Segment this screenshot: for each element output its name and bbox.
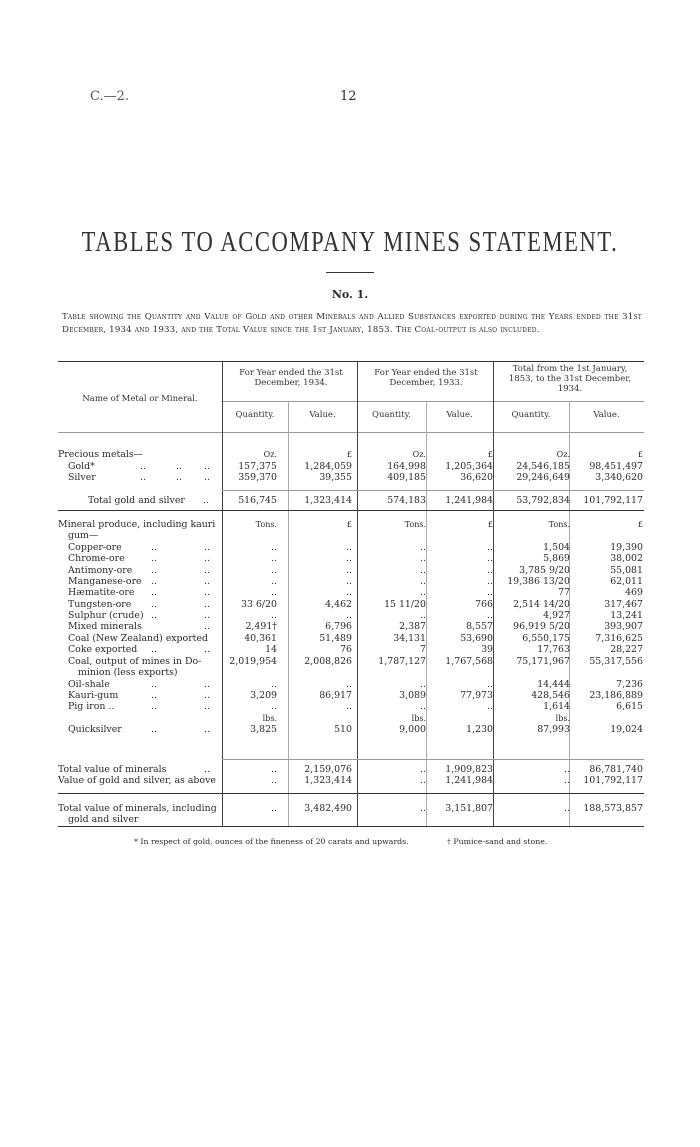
table-cell: 7,316,625 — [595, 633, 643, 644]
table-cell: .. — [564, 803, 570, 814]
table-cell: 55,081 — [610, 565, 643, 576]
table-cell: .. — [564, 764, 570, 775]
table-cell: 428,546 — [531, 690, 570, 701]
row-label: gum— — [68, 530, 99, 541]
title-rule — [326, 272, 374, 273]
table-row — [58, 656, 644, 667]
table-cell: 87,993 — [537, 724, 570, 735]
leader-dots: .. — [140, 461, 146, 472]
table-cell: 76 — [340, 644, 352, 655]
leader-dots: .. — [204, 553, 210, 564]
table-cell: Tons. — [255, 520, 277, 529]
row-label: Quicksilver — [68, 724, 122, 735]
row-label: Kauri-gum — [68, 690, 119, 701]
table-row — [58, 644, 644, 655]
table-cell: .. — [487, 576, 493, 587]
leader-dots: .. — [204, 472, 210, 483]
table-cell: 36,620 — [460, 472, 493, 483]
table-cell: .. — [420, 576, 426, 587]
column-header-total: Total from the 1st January, 1853, to the 31st December, 1934. — [508, 364, 632, 394]
table-cell: 359,370 — [238, 472, 277, 483]
leader-dots: .. — [151, 553, 157, 564]
table-cell: 1,767,568 — [445, 656, 493, 667]
table-cell: .. — [487, 679, 493, 690]
table-cell: 55,317,556 — [589, 656, 643, 667]
leader-dots: .. — [151, 701, 157, 712]
table-cell: 2,008,826 — [304, 656, 352, 667]
table-cell: .. — [487, 610, 493, 621]
table-cell: 516,745 — [238, 495, 277, 506]
row-label: Precious metals— — [58, 449, 144, 460]
table-number: No. 1. — [331, 288, 369, 301]
leader-dots: .. — [204, 610, 210, 621]
table-cell: .. — [420, 764, 426, 775]
table-row — [58, 576, 644, 587]
leader-dots: .. — [204, 690, 210, 701]
footnote-gold: * In respect of gold, ounces of the fineness of 20 carats and upwards. — [134, 837, 409, 846]
table-row — [58, 679, 644, 690]
table-row — [58, 701, 644, 712]
table-cell: 2,019,954 — [229, 656, 277, 667]
table-cell: 1,323,414 — [304, 495, 352, 506]
table-cell: 8,557 — [466, 621, 493, 632]
table-cell: 7 — [420, 644, 426, 655]
table-cell: 1,284,059 — [304, 461, 352, 472]
leader-dots: .. — [204, 542, 210, 553]
table-cell: Tons. — [404, 520, 426, 529]
table-cell: 28,227 — [610, 644, 643, 655]
column-header-value: Value. — [446, 410, 473, 420]
leader-dots: .. — [204, 701, 210, 712]
table-row — [58, 472, 644, 483]
table-cell: 6,615 — [616, 701, 643, 712]
table-cell: 39 — [481, 644, 493, 655]
table-cell: 2,491† — [245, 621, 277, 632]
row-label: Gold* — [68, 461, 95, 472]
table-cell: Tons. — [548, 520, 570, 529]
header-bottom-rule — [58, 432, 644, 433]
table-cell: 101,792,117 — [583, 775, 643, 786]
row-label: Total value of minerals, including — [58, 803, 217, 814]
table-cell: 62,011 — [610, 576, 643, 587]
subtotal-rule — [222, 759, 644, 760]
table-cell: .. — [271, 679, 277, 690]
row-label: minion (less exports) — [78, 667, 178, 678]
row-label: Silver — [68, 472, 96, 483]
table-cell: £ — [346, 450, 352, 459]
leader-dots: .. — [204, 764, 210, 775]
table-cell: 1,787,127 — [378, 656, 426, 667]
column-header-name: Name of Metal or Mineral. — [82, 394, 198, 404]
section-rule — [58, 793, 644, 794]
table-cell: .. — [271, 610, 277, 621]
row-label: Hæmatite-ore — [68, 587, 135, 598]
leader-dots: .. — [151, 610, 157, 621]
table-cell: 1,323,414 — [304, 775, 352, 786]
row-label: Sulphur (crude) — [68, 610, 144, 621]
table-cell: .. — [346, 679, 352, 690]
table-cell: 3,209 — [250, 690, 277, 701]
table-cell: 14,444 — [537, 679, 570, 690]
table-cell: .. — [346, 553, 352, 564]
leader-dots: .. — [151, 599, 157, 610]
table-cell: .. — [346, 701, 352, 712]
table-cell: 15 11/20 — [384, 599, 426, 610]
row-label: gold and silver — [68, 814, 139, 825]
table-cell: 77 — [558, 587, 570, 598]
table-cell: 98,451,497 — [589, 461, 643, 472]
table-cell: .. — [420, 679, 426, 690]
column-header-1933: For Year ended the 31st December, 1933. — [374, 368, 478, 388]
table-row — [58, 803, 644, 814]
table-cell: 510 — [334, 724, 352, 735]
table-row — [58, 587, 644, 598]
table-row — [58, 667, 644, 678]
table-cell: 1,909,823 — [445, 764, 493, 775]
table-cell: 19,386 13/20 — [507, 576, 570, 587]
table-cell: £ — [637, 450, 643, 459]
table-cell: 33 6/20 — [241, 599, 277, 610]
column-header-quantity: Quantity. — [235, 410, 275, 420]
table-cell: 3,482,490 — [304, 803, 352, 814]
table-cell: 86,917 — [319, 690, 352, 701]
table-cell: 7,236 — [616, 679, 643, 690]
table-cell: 39,355 — [319, 472, 352, 483]
table-cell: 188,573,857 — [583, 803, 643, 814]
table-cell: .. — [271, 764, 277, 775]
leader-dots: .. — [176, 461, 182, 472]
leader-dots: .. — [203, 495, 209, 506]
table-cell: 51,489 — [319, 633, 352, 644]
table-cell: £ — [487, 520, 493, 529]
table-row — [58, 495, 644, 506]
table-cell: .. — [346, 610, 352, 621]
row-label: Coal, output of mines in Do- — [68, 656, 202, 667]
table-row — [58, 724, 644, 735]
row-label: Coke exported — [68, 644, 138, 655]
table-cell: .. — [346, 565, 352, 576]
table-cell: 24,546,185 — [516, 461, 570, 472]
table-cell: 17,763 — [537, 644, 570, 655]
row-label: Chrome-ore — [68, 553, 125, 564]
table-cell: 29,246,649 — [516, 472, 570, 483]
row-label: Total value of minerals — [58, 764, 167, 775]
table-cell: 14 — [265, 644, 277, 655]
table-bottom-rule — [58, 826, 644, 827]
leader-dots: .. — [204, 679, 210, 690]
column-header-value: Value. — [593, 410, 620, 420]
table-cell: .. — [420, 542, 426, 553]
table-row — [58, 553, 644, 564]
row-label: Manganese-ore — [68, 576, 142, 587]
table-cell: .. — [564, 775, 570, 786]
leader-dots: .. — [176, 472, 182, 483]
table-row — [58, 599, 644, 610]
table-cell: .. — [420, 701, 426, 712]
table-row — [58, 565, 644, 576]
table-cell: lbs. — [262, 714, 277, 723]
leader-dots: .. — [151, 565, 157, 576]
leader-dots: .. — [204, 565, 210, 576]
table-cell: 1,230 — [466, 724, 493, 735]
table-cell: 409,185 — [387, 472, 426, 483]
table-cell: 53,690 — [460, 633, 493, 644]
footnote-pumice: † Pumice-sand and stone. — [447, 837, 548, 846]
row-label: Total gold and silver — [88, 495, 185, 506]
table-cell: 6,550,175 — [522, 633, 570, 644]
table-cell: .. — [420, 803, 426, 814]
row-label: Mineral produce, including kauri — [58, 519, 216, 530]
leader-dots: .. — [151, 587, 157, 598]
row-label: Mixed minerals — [68, 621, 142, 632]
table-cell: .. — [420, 587, 426, 598]
page-number: 12 — [340, 89, 357, 104]
leader-dots: .. — [204, 576, 210, 587]
table-cell: 3,825 — [250, 724, 277, 735]
table-cell: 4,462 — [325, 599, 352, 610]
table-cell: 1,241,984 — [445, 495, 493, 506]
table-cell: 3,089 — [399, 690, 426, 701]
table-cell: 469 — [625, 587, 643, 598]
table-cell: .. — [487, 701, 493, 712]
leader-dots: .. — [140, 472, 146, 483]
section-rule — [58, 510, 644, 511]
table-row — [58, 775, 644, 786]
table-cell: 75,171,967 — [516, 656, 570, 667]
table-cell: .. — [271, 565, 277, 576]
table-cell: 86,781,740 — [589, 764, 643, 775]
leader-dots: .. — [204, 461, 210, 472]
table-cell: 1,205,364 — [445, 461, 493, 472]
table-row — [58, 449, 644, 460]
table-cell: 317,467 — [604, 599, 643, 610]
table-cell: 77,973 — [460, 690, 493, 701]
row-label: Oil-shale — [68, 679, 110, 690]
table-cell: .. — [487, 565, 493, 576]
table-cell: .. — [271, 542, 277, 553]
table-cell: 53,792,834 — [516, 495, 570, 506]
table-cell: .. — [271, 587, 277, 598]
table-cell: 3,340,620 — [595, 472, 643, 483]
table-cell: 6,796 — [325, 621, 352, 632]
table-top-rule — [58, 361, 644, 362]
leader-dots: .. — [204, 724, 210, 735]
table-cell: Oz. — [556, 450, 570, 459]
table-cell: .. — [487, 587, 493, 598]
table-row — [58, 690, 644, 701]
table-row — [58, 633, 644, 644]
column-header-1934: For Year ended the 31st December, 1934. — [239, 368, 343, 388]
row-label: Value of gold and silver, as above — [58, 775, 216, 786]
leader-dots: .. — [151, 542, 157, 553]
table-cell: 19,024 — [610, 724, 643, 735]
table-cell: 5,869 — [543, 553, 570, 564]
leader-dots: .. — [204, 587, 210, 598]
table-cell: 96,919 5/20 — [513, 621, 570, 632]
column-header-quantity: Quantity. — [511, 410, 551, 420]
table-row — [58, 764, 644, 775]
table-row — [58, 621, 644, 632]
table-cell: 157,375 — [238, 461, 277, 472]
table-row — [58, 610, 644, 621]
table-cell: .. — [271, 701, 277, 712]
row-label: Copper-ore — [68, 542, 122, 553]
table-cell: 3,151,807 — [445, 803, 493, 814]
leader-dots: .. — [151, 679, 157, 690]
table-row — [58, 713, 644, 724]
table-row — [58, 530, 644, 541]
subtotal-rule — [222, 490, 644, 491]
table-cell: .. — [346, 587, 352, 598]
table-cell: lbs. — [411, 714, 426, 723]
table-cell: 766 — [475, 599, 493, 610]
table-cell: .. — [271, 775, 277, 786]
table-cell: .. — [420, 565, 426, 576]
table-row — [58, 814, 644, 825]
leader-dots: .. — [204, 599, 210, 610]
table-cell: lbs. — [555, 714, 570, 723]
table-cell: 4,927 — [543, 610, 570, 621]
table-cell: .. — [271, 553, 277, 564]
table-cell: £ — [637, 520, 643, 529]
table-cell: 23,186,889 — [589, 690, 643, 701]
table-cell: 1,241,984 — [445, 775, 493, 786]
row-label: Tungsten-ore — [68, 599, 132, 610]
table-cell: 40,361 — [244, 633, 277, 644]
leader-dots: .. — [151, 644, 157, 655]
table-cell: 574,183 — [387, 495, 426, 506]
table-cell: .. — [420, 553, 426, 564]
table-cell: 2,159,076 — [304, 764, 352, 775]
table-cell: .. — [271, 803, 277, 814]
table-cell: 38,002 — [610, 553, 643, 564]
table-cell: 393,907 — [604, 621, 643, 632]
table-cell: 3,785 9/20 — [519, 565, 570, 576]
table-cell: 13,241 — [610, 610, 643, 621]
table-cell: .. — [346, 542, 352, 553]
row-label: Coal (New Zealand) exported — [68, 633, 208, 644]
table-cell: .. — [487, 553, 493, 564]
table-cell: .. — [420, 775, 426, 786]
leader-dots: .. — [151, 576, 157, 587]
row-label: Antimony-ore — [68, 565, 133, 576]
table-caption: Table showing the Quantity and Value of Gold and other Minerals and Allied Substances exported during the Years ended the 31st December, 1934 and 1933, and the Total Value since the 1st January, 1853. The Coal-output is also included. — [62, 312, 642, 335]
table-cell: 1,504 — [543, 542, 570, 553]
table-cell: .. — [271, 576, 277, 587]
leader-dots: .. — [204, 621, 210, 632]
table-cell: 101,792,117 — [583, 495, 643, 506]
leader-dots: .. — [204, 644, 210, 655]
header-mid-rule — [222, 401, 644, 402]
table-cell: Oz. — [263, 450, 277, 459]
table-cell: 9,000 — [399, 724, 426, 735]
report-reference: C.—2. — [90, 89, 130, 104]
table-row — [58, 461, 644, 472]
leader-dots: .. — [151, 690, 157, 701]
table-row — [58, 519, 644, 530]
table-cell: Oz. — [412, 450, 426, 459]
table-cell: 2,387 — [399, 621, 426, 632]
table-cell: £ — [487, 450, 493, 459]
column-header-value: Value. — [309, 410, 336, 420]
table-cell: .. — [487, 542, 493, 553]
table-cell: .. — [420, 610, 426, 621]
table-cell: 19,390 — [610, 542, 643, 553]
table-cell: 34,131 — [393, 633, 426, 644]
table-row — [58, 542, 644, 553]
row-label: Pig iron .. — [68, 701, 115, 712]
table-cell: £ — [346, 520, 352, 529]
table-cell: 1,614 — [543, 701, 570, 712]
page-title: TABLES TO ACCOMPANY MINES STATEMENT. — [81, 226, 619, 258]
table-cell: 164,998 — [387, 461, 426, 472]
leader-dots: .. — [151, 724, 157, 735]
table-cell: 2,514 14/20 — [513, 599, 570, 610]
column-header-quantity: Quantity. — [372, 410, 411, 420]
table-cell: .. — [346, 576, 352, 587]
